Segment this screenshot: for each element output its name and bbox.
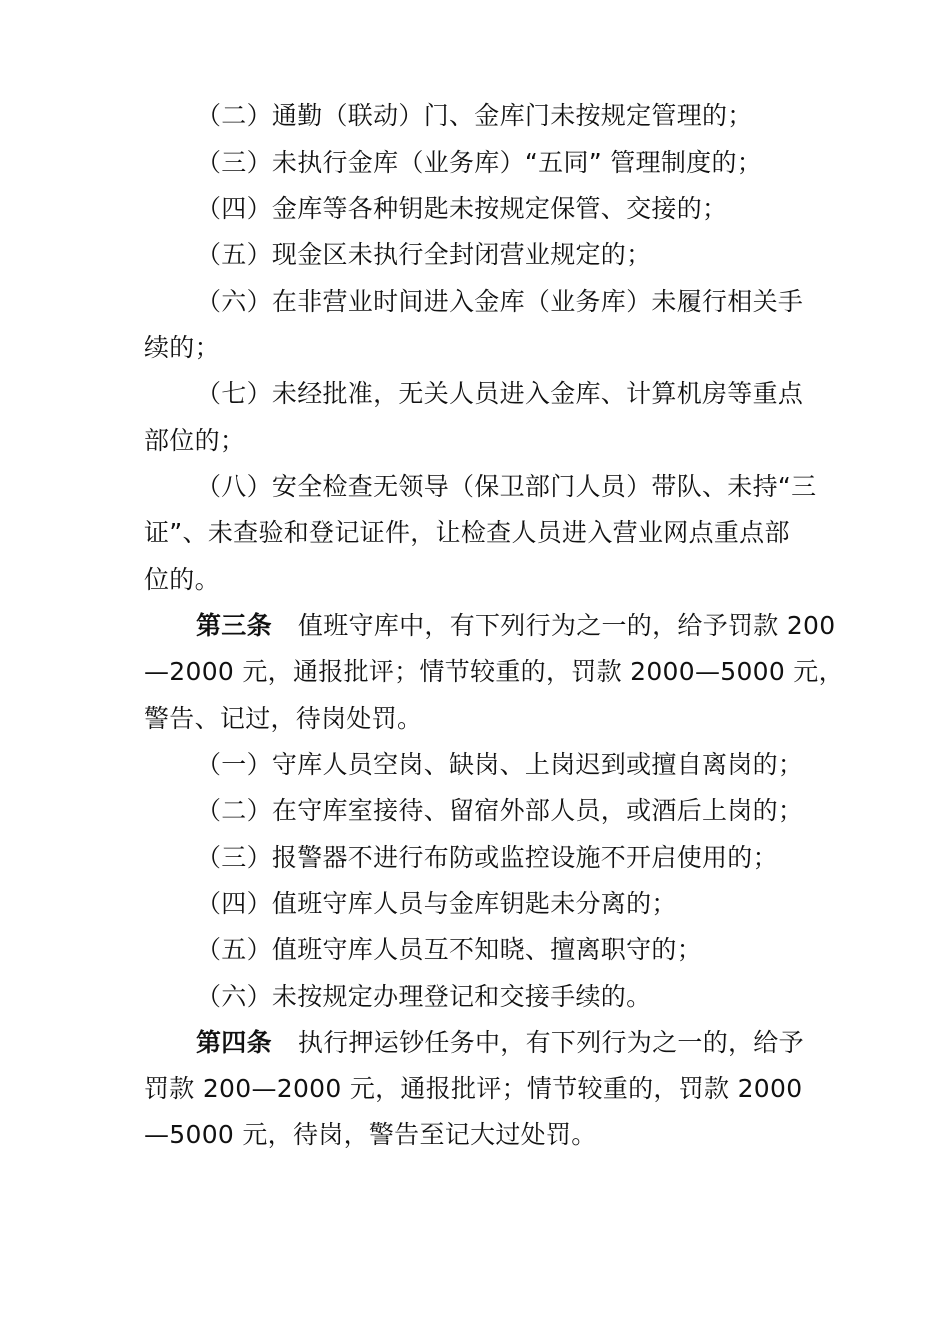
text-line: （四）值班守库人员与金库钥匙未分离的； <box>196 889 677 918</box>
text-line: （七）未经批准，无关人员进入金库、计算机房等重点 <box>196 379 804 408</box>
text-line: （三）未执行金库（业务库）“五同” 管理制度的； <box>196 148 763 177</box>
text-line: （二）在守库室接待、留宿外部人员，或酒后上岗的； <box>196 796 804 825</box>
article-text: 执行押运钞任务中，有下列行为之一的，给予 <box>297 1028 804 1057</box>
text-line: 证”、未查验和登记证件，让检查人员进入营业网点重点部 <box>144 518 790 547</box>
text-line: （三）报警器不进行布防或监控设施不开启使用的； <box>196 843 778 872</box>
text-line: （五）值班守库人员互不知晓、擅离职守的； <box>196 935 703 964</box>
text-line: （八）安全检查无领导（保卫部门人员）带队、未持“三 <box>196 472 817 501</box>
text-line: （一）守库人员空岗、缺岗、上岗迟到或擅自离岗的； <box>196 750 804 779</box>
text-line: （二）通勤（联动）门、金库门未按规定管理的； <box>196 101 753 130</box>
article-text: 值班守库中，有下列行为之一的，给予罚款 200 <box>297 611 836 640</box>
text-line: 罚款 200—2000 元，通报批评；情节较重的，罚款 2000 <box>144 1074 803 1103</box>
article-line <box>196 609 836 643</box>
text-line: 续的； <box>144 333 220 362</box>
article-line <box>196 1026 816 1060</box>
text-line: 位的。 <box>144 565 220 594</box>
text-line: 警告、记过，待岗处罚。 <box>144 704 423 733</box>
text-line: （六）在非营业时间进入金库（业务库）未履行相关手 <box>196 287 804 316</box>
text-line: —2000 元，通报批评；情节较重的，罚款 2000—5000 元， <box>144 657 844 686</box>
text-line: （六）未按规定办理登记和交接手续的。 <box>196 982 652 1011</box>
text-line: （五）现金区未执行全封闭营业规定的； <box>196 240 652 269</box>
article-heading: 第四条 <box>196 1028 272 1057</box>
article-heading: 第三条 <box>196 611 272 640</box>
text-line: —5000 元，待岗，警告至记大过处罚。 <box>144 1120 597 1149</box>
text-line: （四）金库等各种钥匙未按规定保管、交接的； <box>196 194 728 223</box>
text-line: 部位的； <box>144 426 246 455</box>
